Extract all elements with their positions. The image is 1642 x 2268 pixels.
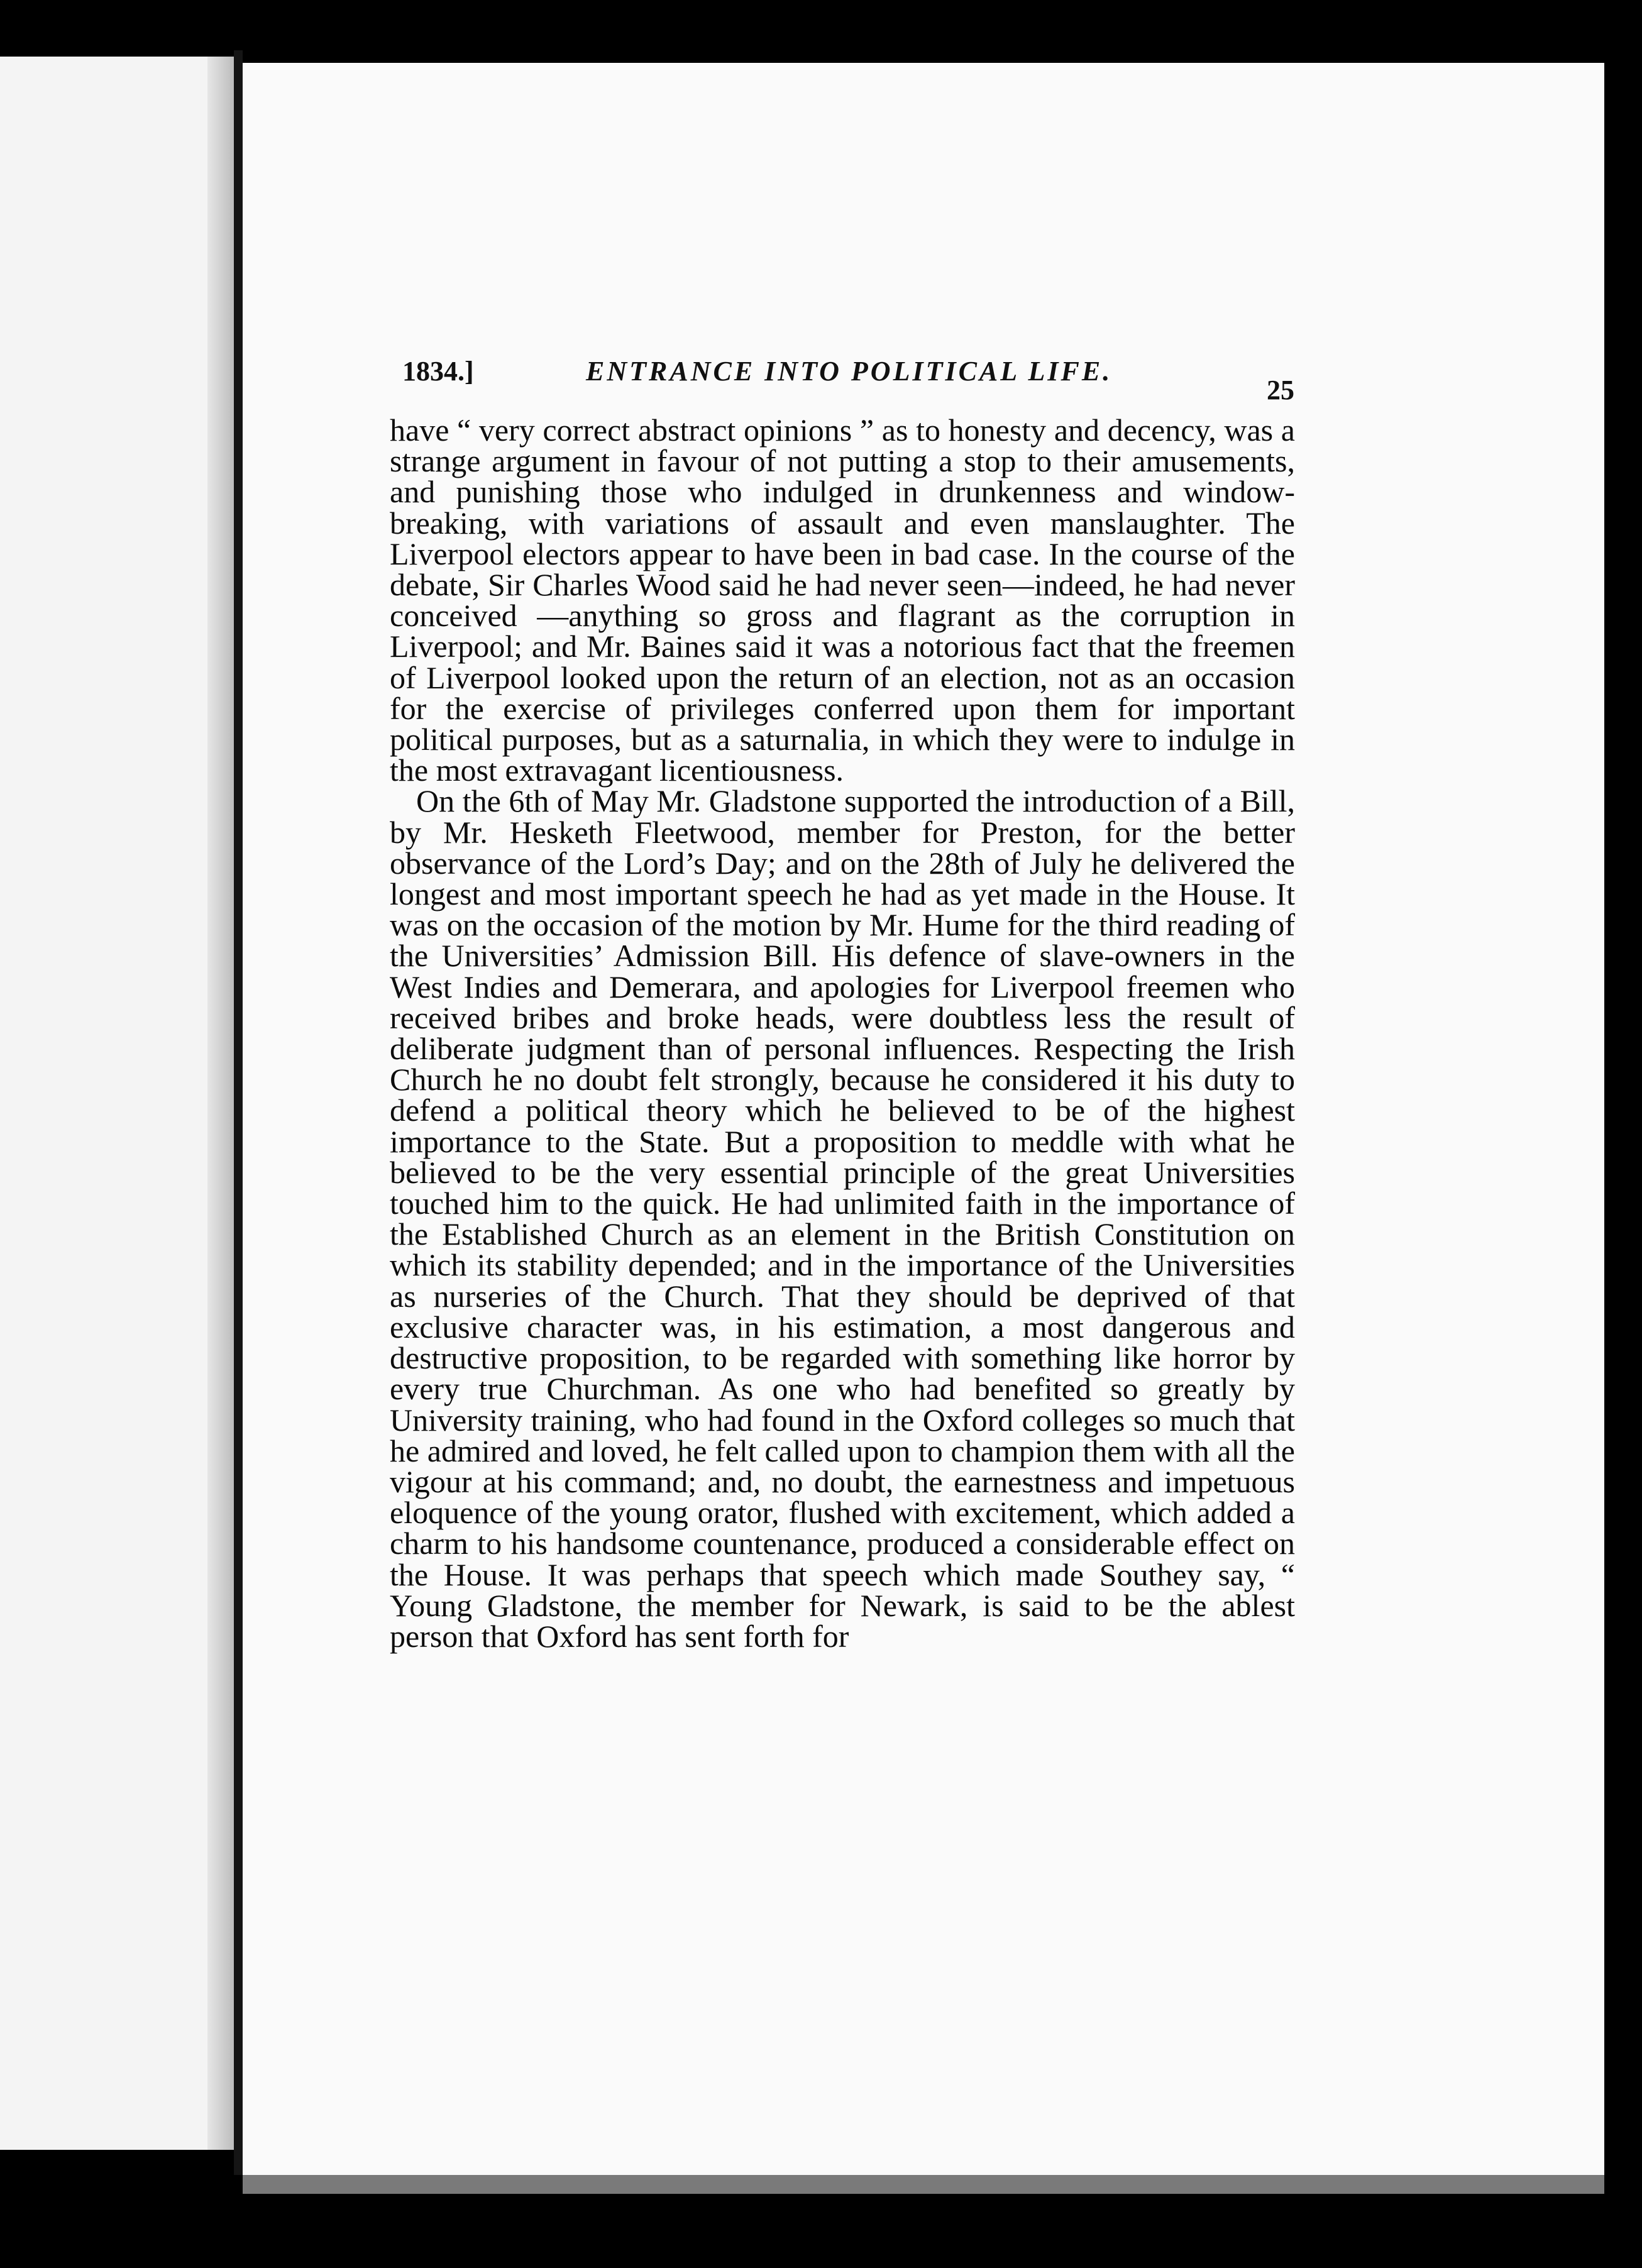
page-bottom-edge [243,2175,1604,2194]
running-head [402,355,1308,405]
running-head-year: 1834.] [402,356,474,387]
paragraph-may-sixth: On the 6th of May Mr. Gladstone supported the introduction of a Bill, by Mr. Hesketh Fleetwood, member for Preston, for the better observance of the Lord’s Day; and on the 28th of July he delivered the longest and most important speech he had as yet made in the House. It was on the occasion of the motion by Mr. Hume for the third reading of the Universities’ Admission Bill. His defence of slave-owners in the West Indies and Demerara, and apologies for Liverpool freemen who received bribes and broke heads, were doubtless less the result of deliberate judgment than of personal influences. Respecting the Irish Church he no doubt felt strongly, because he considered it his duty to defend a political theory which he believed to be of the highest importance to the State. But a proposition to meddle with what he believed to be the very essential principle of the great Universities touched him to the quick. He had unlimited faith in the importance of the Established Church as an element in the British Constitution on which its stability depended; and in the importance of the Universities as nurseries of the Church. That they should be deprived of that exclusive character was, in his estimation, a most dangerous and destructive proposition, to be regarded with something like horror by every true Churchman. As one who had benefited so greatly by University training, who had found in the Oxford colleges so much that he admired and loved, he felt called upon to champion them with all the vigour at his command; and, no doubt, the earnestness and impetuous eloquence of the young orator, flushed with excitement, which added a charm to his handsome countenance, produced a considerable effect on the House. It was perhaps that speech which made Southey say, “ Young Gladstone, the member for Newark, is said to be the ablest person that Oxford has sent forth for [390,783,1295,1654]
body-text [390,412,1295,1654]
paragraph-continuation: have “ very correct abstract opinions ” as to honesty and decency, was a strange argument in favour of not putting a stop to their amusements, and punishing those who indulged in drunkenness and window-breaking, with variations of assault and even manslaughter. The Liverpool electors appear to have been in bad case. In the course of the debate, Sir Charles Wood said he had never seen—indeed, he had never conceived —anything so gross and flagrant as the corruption in Liverpool; and Mr. Baines said it was a notorious fact that the freemen of Liverpool looked upon the return of an election, not as an occasion for the exercise of privileges conferred upon them for important political purposes, but as a saturnalia, in which they were to indulge in the most extravagant licentiousness. [390,412,1295,788]
page-number: 25 [1267,375,1294,405]
facing-page [0,57,234,2150]
book-gutter [234,50,243,2175]
facing-page-edge [207,57,234,2150]
running-head-title: ENTRANCE INTO POLITICAL LIFE. [586,356,1113,387]
